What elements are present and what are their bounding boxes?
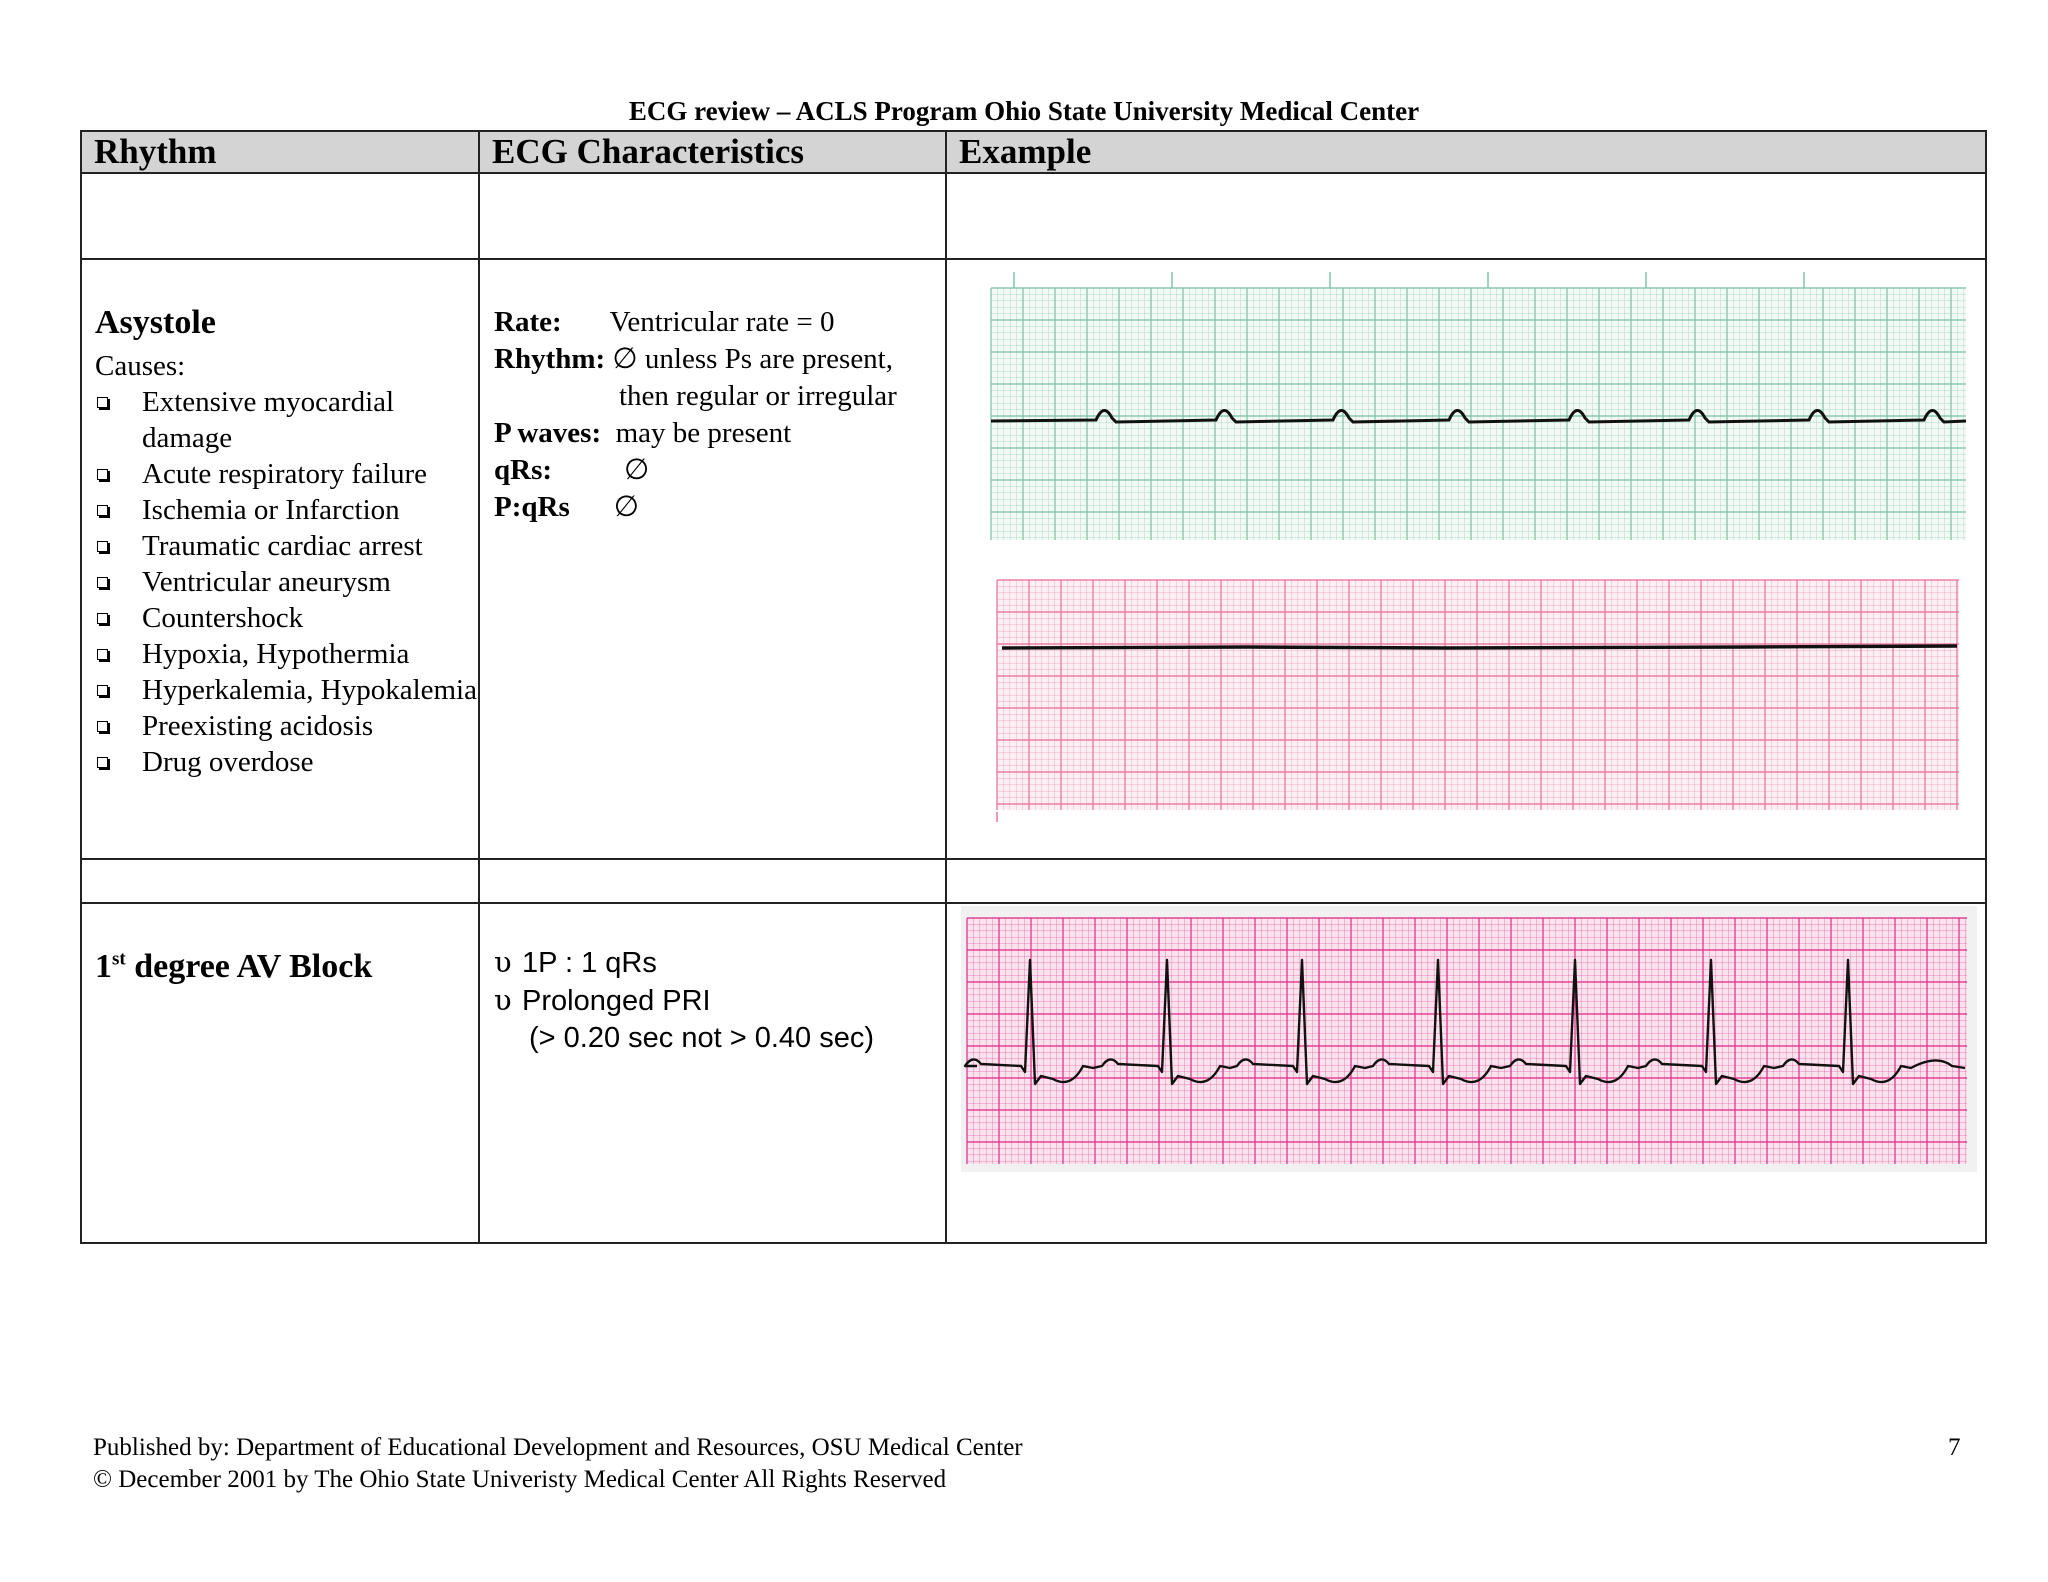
causes-label: Causes: — [95, 350, 186, 382]
header-ecg-characteristics: ECG Characteristics — [479, 131, 946, 173]
page-number: 7 — [1948, 1434, 1961, 1461]
asystole-rhythm-cell — [81, 259, 479, 859]
list-item: υ Prolonged PRI — [494, 983, 711, 1017]
empty-cell — [479, 859, 946, 903]
header-example: Example — [946, 131, 1986, 173]
checkbox-icon — [97, 469, 108, 480]
footer-publisher: Published by: Department of Educational Development and Resources, OSU Medical Center — [93, 1434, 1023, 1461]
spacer-row — [81, 173, 1986, 259]
list-item: Traumatic cardiac arrest — [95, 528, 478, 564]
rate-value: Ventricular rate = 0 — [609, 306, 835, 338]
causes-list — [82, 384, 478, 780]
asystole-characteristics-cell — [479, 259, 946, 859]
list-item: Hyperkalemia, Hypokalemia — [95, 672, 478, 708]
asystole-title: Asystole — [95, 304, 216, 341]
bullet-icon: υ — [494, 983, 512, 1017]
av-block-ecg-strip — [947, 904, 1983, 1240]
table-header-row — [81, 131, 1986, 173]
page-title: ECG review – ACLS Program Ohio State University Medical Center — [628, 96, 1420, 126]
header-rhythm: Rhythm — [81, 131, 479, 173]
list-item: Ventricular aneurysm — [95, 564, 478, 600]
checkbox-icon — [97, 577, 108, 588]
rhythm-value-continued: then regular or irregular — [619, 380, 897, 412]
rate-label: Rate: — [494, 306, 562, 338]
empty-cell — [946, 859, 1986, 903]
p-qrs-value: ∅ — [613, 491, 639, 523]
footer — [93, 1432, 1023, 1496]
checkbox-icon — [97, 685, 108, 696]
p-qrs-label: P:qRs — [494, 491, 570, 523]
footer-copyright: © December 2001 by The Ohio State Univeristy Medical Center All Rights Reserved — [93, 1466, 947, 1493]
empty-cell — [479, 173, 946, 259]
checkbox-icon — [97, 397, 108, 408]
av-block-rhythm-cell — [81, 903, 479, 1243]
checkbox-icon — [97, 721, 108, 732]
ecg-review-table — [80, 130, 1987, 1244]
av-block-row — [81, 903, 1986, 1243]
spacer-row — [81, 859, 1986, 903]
list-item: Countershock — [95, 600, 478, 636]
asystole-ecg-strips — [947, 260, 1983, 856]
rhythm-value: ∅ unless Ps are present, — [612, 343, 893, 375]
asystole-row — [81, 259, 1986, 859]
bullet-icon: υ — [494, 945, 512, 979]
list-item: Acute respiratory failure — [95, 456, 478, 492]
p-waves-value: may be present — [615, 417, 792, 449]
qrs-label: qRs: — [494, 454, 553, 486]
pri-note: (> 0.20 sec not > 0.40 sec) — [529, 1022, 874, 1054]
empty-cell — [81, 859, 479, 903]
list-item: υ 1P : 1 qRs — [494, 945, 657, 979]
checkbox-icon — [97, 505, 108, 516]
checkbox-icon — [97, 541, 108, 552]
asystole-characteristics — [494, 304, 945, 526]
list-item: Ischemia or Infarction — [95, 492, 478, 528]
list-item: Hypoxia, Hypothermia — [95, 636, 478, 672]
av-block-example-cell — [946, 903, 1986, 1243]
empty-cell — [946, 173, 1986, 259]
list-item: Drug overdose — [95, 744, 478, 780]
pink-ecg-strip — [997, 580, 1959, 822]
av-block-title: 1st degree AV Block — [95, 948, 373, 985]
checkbox-icon — [97, 613, 108, 624]
magenta-ecg-strip — [961, 906, 1977, 1172]
checkbox-icon — [97, 649, 108, 660]
green-ecg-strip — [991, 272, 1966, 540]
p-waves-label: P waves: — [494, 417, 602, 449]
checkbox-icon — [97, 757, 108, 768]
av-block-characteristics — [494, 944, 945, 1057]
av-block-characteristics-cell — [479, 903, 946, 1243]
qrs-value: ∅ — [624, 454, 650, 486]
list-item: Preexisting acidosis — [95, 708, 478, 744]
empty-cell — [81, 173, 479, 259]
rhythm-label: Rhythm: — [494, 343, 606, 375]
asystole-example-cell — [946, 259, 1986, 859]
list-item: Extensive myocardial damage — [95, 384, 478, 456]
